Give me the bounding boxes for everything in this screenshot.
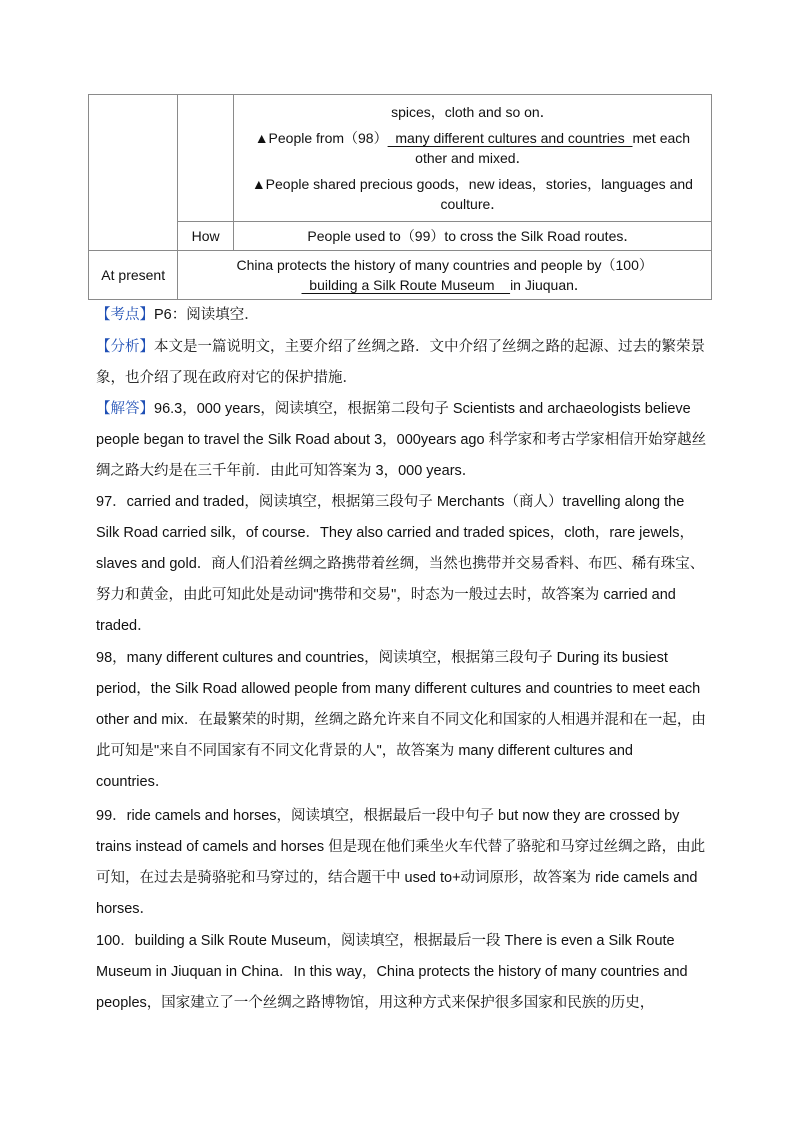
- jieda-text: 96.3，000 years，阅读填空，根据第二段句子 Scientists and archaeologists believe people began to travel the Silk Road about 3，000years ago 科学家和考古学家相信开始穿越丝绸之路大约是在三千年前．由此可知答案为 3，000 years．: [96, 401, 707, 479]
- kaodian-text: P6：阅读填空．: [154, 307, 259, 323]
- answer-table: [88, 94, 712, 300]
- row3-label: At present: [89, 251, 178, 300]
- table-row: [89, 222, 712, 251]
- answer-100: 100．building a Silk Route Museum，阅读填空，根据最后一段 There is even a Silk Route Museum in Jiuquan in China．In this way，China protects the history of many countries and peoples，国家建立了一个丝绸之路博物馆，用这种方式来保护很多国家和民族的历史，: [96, 933, 688, 1011]
- row1-line-c: ▲People shared precious goods，new ideas，stories，languages and coulture．: [251, 176, 693, 212]
- answer-98: 98，many different cultures and countries，阅读填空，根据第三段句子 During its busiest period，the Silk Road allowed people from many different cultures and countries to meet each other and mix．在最繁荣的时期，丝绸之路允许来自不同文化和国家的人相遇并混和在一起，由此可知是"来自不同国家有不同文化背景的人"，故答案为 many different cultures and countries．: [96, 650, 706, 790]
- answer-blank-100: building a Silk Route Museum: [301, 277, 511, 293]
- kaodian-paragraph: [96, 300, 708, 331]
- jieda-paragraph: [96, 394, 708, 487]
- table-row: [89, 95, 712, 222]
- row3-text: [178, 251, 712, 300]
- fenxi-paragraph: [96, 332, 708, 394]
- answer-97: 97．carried and traded，阅读填空，根据第三段句子 Merchants（商人）travelling along the Silk Road carried silk，of course．They also carried and traded spices，cloth，rare jewels，slaves and gold．商人们沿着丝绸之路携带着丝绸，当然也携带并交易香料、布匹、稀有珠宝、努力和黄金，由此可知此处是动词"携带和交易"，时态为一般过去时，故答案为 carried and traded．: [96, 494, 705, 634]
- row2-label: How: [178, 222, 233, 251]
- answer-blank-98: many different cultures and countries: [387, 130, 633, 146]
- table-cell-what: [233, 95, 711, 222]
- fenxi-text: 本文是一篇说明文，主要介绍了丝绸之路．文中介绍了丝绸之路的起源、过去的繁荣景象，也介绍了现在政府对它的保护措施．: [96, 339, 705, 386]
- fenxi-tag: 【分析】: [96, 339, 154, 355]
- row1-line-b: [242, 128, 703, 168]
- table-cell-empty: [178, 95, 233, 222]
- row3-text-pre: China protects the history of many countries and people by（100）: [236, 257, 653, 273]
- jieda-tag: 【解答】: [96, 401, 154, 417]
- table-cell-empty: [89, 95, 178, 251]
- table-row: [89, 251, 712, 300]
- row1-line-b-pre: ▲People from（98）: [254, 130, 388, 146]
- kaodian-tag: 【考点】: [96, 307, 154, 323]
- row3-text-post: in Jiuquan．: [510, 277, 588, 293]
- row1-line-b-post: met each other and mixed．: [415, 130, 691, 166]
- row1-line-a: spices，cloth and so on．: [391, 104, 554, 120]
- answer-99: 99．ride camels and horses，阅读填空，根据最后一段中句子 but now they are crossed by trains instead of camels and horses 但是现在他们乘坐火车代替了骆驼和马穿过丝绸之路，由此可知，在过去是骑骆驼和马穿过的，结合题干中 used to+动词原形，故答案为 ride camels and horses．: [96, 808, 706, 917]
- row2-text: People used to（99）to cross the Silk Road routes．: [233, 222, 711, 251]
